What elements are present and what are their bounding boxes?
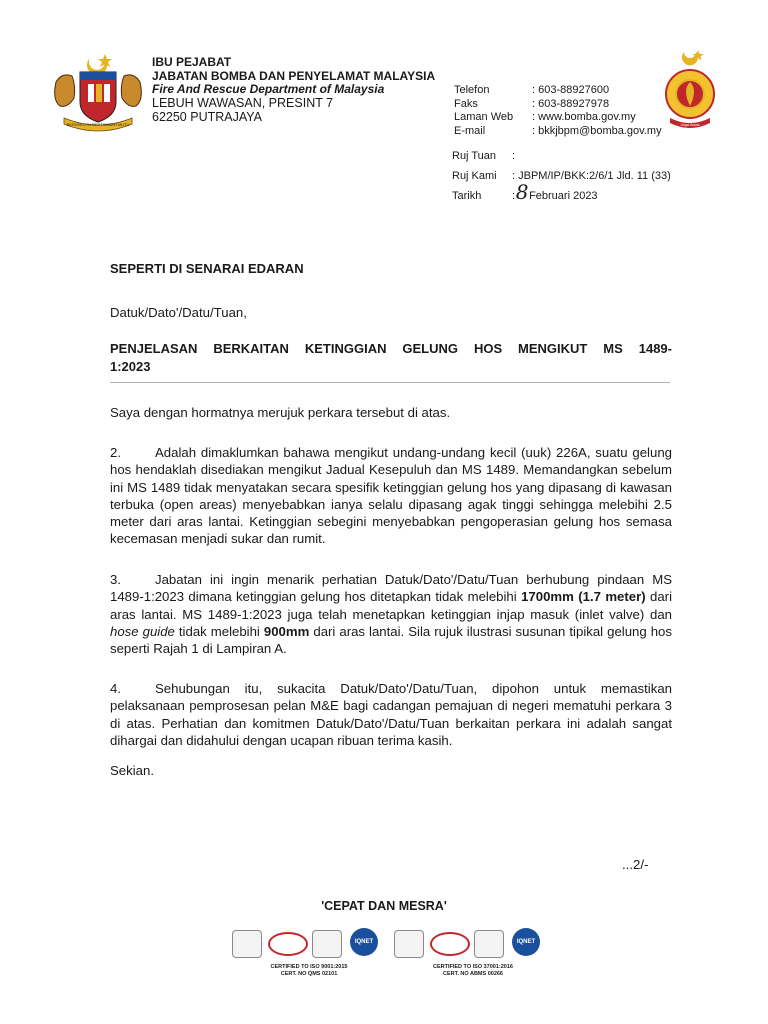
cert-1-caption: CERTIFIED TO ISO 9001:2015 CERT. NO QMS 02101 <box>270 964 348 977</box>
address-line-1: LEBUH WAWASAN, PRESINT 7 <box>152 96 334 110</box>
handwritten-day: 8 <box>515 180 529 204</box>
ukas-badge-icon <box>430 932 470 956</box>
page-continuation: ...2/- <box>622 857 649 872</box>
recipient: SEPERTI DI SENARAI EDARAN <box>110 261 304 276</box>
iqnet-badge-icon: IQNET <box>512 928 540 956</box>
malaysia-coat-of-arms-logo <box>50 52 146 136</box>
bomba-emblem-logo <box>660 48 720 132</box>
certification-badges <box>228 926 558 960</box>
subject-line-1: PENJELASAN BERKAITAN KETINGGIAN GELUNG HOS MENGIKUT MS 1489- <box>110 341 672 356</box>
contact-block <box>454 84 662 138</box>
salutation: Datuk/Dato'/Datu/Tuan, <box>110 305 247 320</box>
paragraph-2: 2. Adalah dimaklumkan bahawa mengikut undang-undang kecil (uuk) 226A, suatu gelung hos hendaklah disediakan mengikut Jadual Kesepuluh dan MS 1489. Memandangkan sebelum ini MS 1489 tidak menyatakan secara spesifik ketinggian gelung hos yang dipasang di kawasan terbuka (open areas) menyebabkan ianya selalu dipasang agak tinggi sehingga melebihi 2.5 meter dari aras lantai. Ketinggian sebegini menyebabkan pengoperasian gelung hos semasa kecemasan menjadi sukar dan rumit. <box>110 445 672 547</box>
sirim-badge-icon <box>394 930 424 958</box>
iqnet-badge-icon: IQNET <box>350 928 378 956</box>
ruj-tuan-row: Ruj Tuan : <box>452 150 516 162</box>
left-emblem-motto: BERSEKUTU BERTAMBAH MUTU <box>66 122 130 127</box>
paragraph-3: 3. Jabatan ini ingin menarik perhatian Datuk/Dato'/Datu/Tuan berhubung pindaan MS 1489-1:2023 dimana ketinggian gelung hos ditetapkan tidak melebihi 1700mm (1.7 meter) dari aras lantai. MS 1489-1:2023 juga telah menetapkan ketinggian injap masuk (inlet valve) dan hose guide tidak melebihi 900mm dari aras lantai. Sila rujuk ilustrasi susunan tipikal gelung hos seperti Rajah 1 di Lampiran A. <box>110 572 672 657</box>
footer-motto: 'CEPAT DAN MESRA' <box>321 899 447 913</box>
sirim-badge-icon <box>232 930 262 958</box>
reference-block <box>452 146 671 206</box>
contact-email: E-mail : bkkjbpm@bomba.gov.my <box>454 124 662 137</box>
paragraph-4: 4. Sehubungan itu, sukacita Datuk/Dato'/Datu/Tuan, dipohon untuk memastikan pelaksanaan pemprosesan pelan M&E bagi cadangan pemajuan di negeri mematuhi perkara 3 di atas. Perhatian dan komitmen Datuk/Dato'/Datu/Tuan berkaitan perkara ini adalah sangat dihargai dan didahului dengan ucapan ribuan terima kasih. <box>110 681 672 748</box>
right-tiger-icon <box>121 75 141 106</box>
contact-website: Laman Web : www.bomba.gov.my <box>454 111 636 123</box>
office-line-1: IBU PEJABAT <box>152 55 232 69</box>
right-emblem-motto: Jaga Awas <box>680 122 700 127</box>
office-line-3: Fire And Rescue Department of Malaysia <box>152 82 385 96</box>
office-line-2: JABATAN BOMBA DAN PENYELAMAT MALAYSIA <box>152 69 436 83</box>
closing: Sekian. <box>110 763 154 778</box>
tarikh-row: Tarikh :8Februari 2023 <box>452 180 598 204</box>
subject-line-2: 1:2023 <box>110 359 151 374</box>
paragraph-1: Saya dengan hormatnya merujuk perkara tersebut di atas. <box>110 405 451 420</box>
subject <box>110 340 672 376</box>
ruj-kami-row: Ruj Kami : JBPM/IP/BKK:2/6/1 Jld. 11 (33) <box>452 170 671 182</box>
cert-2-caption: CERTIFIED TO ISO 37001:2016 CERT. NO ABMS 00266 <box>433 964 513 977</box>
left-tiger-icon <box>55 75 75 106</box>
contact-phone: Telefon : 603-88927600 <box>454 84 610 96</box>
sirim-badge-icon <box>312 930 342 958</box>
sirim-badge-icon <box>474 930 504 958</box>
address-line-2: 62250 PUTRAJAYA <box>152 110 263 124</box>
subject-rule <box>110 382 670 383</box>
contact-fax: Faks : 603-88927978 <box>454 97 610 110</box>
ukas-badge-icon <box>268 932 308 956</box>
